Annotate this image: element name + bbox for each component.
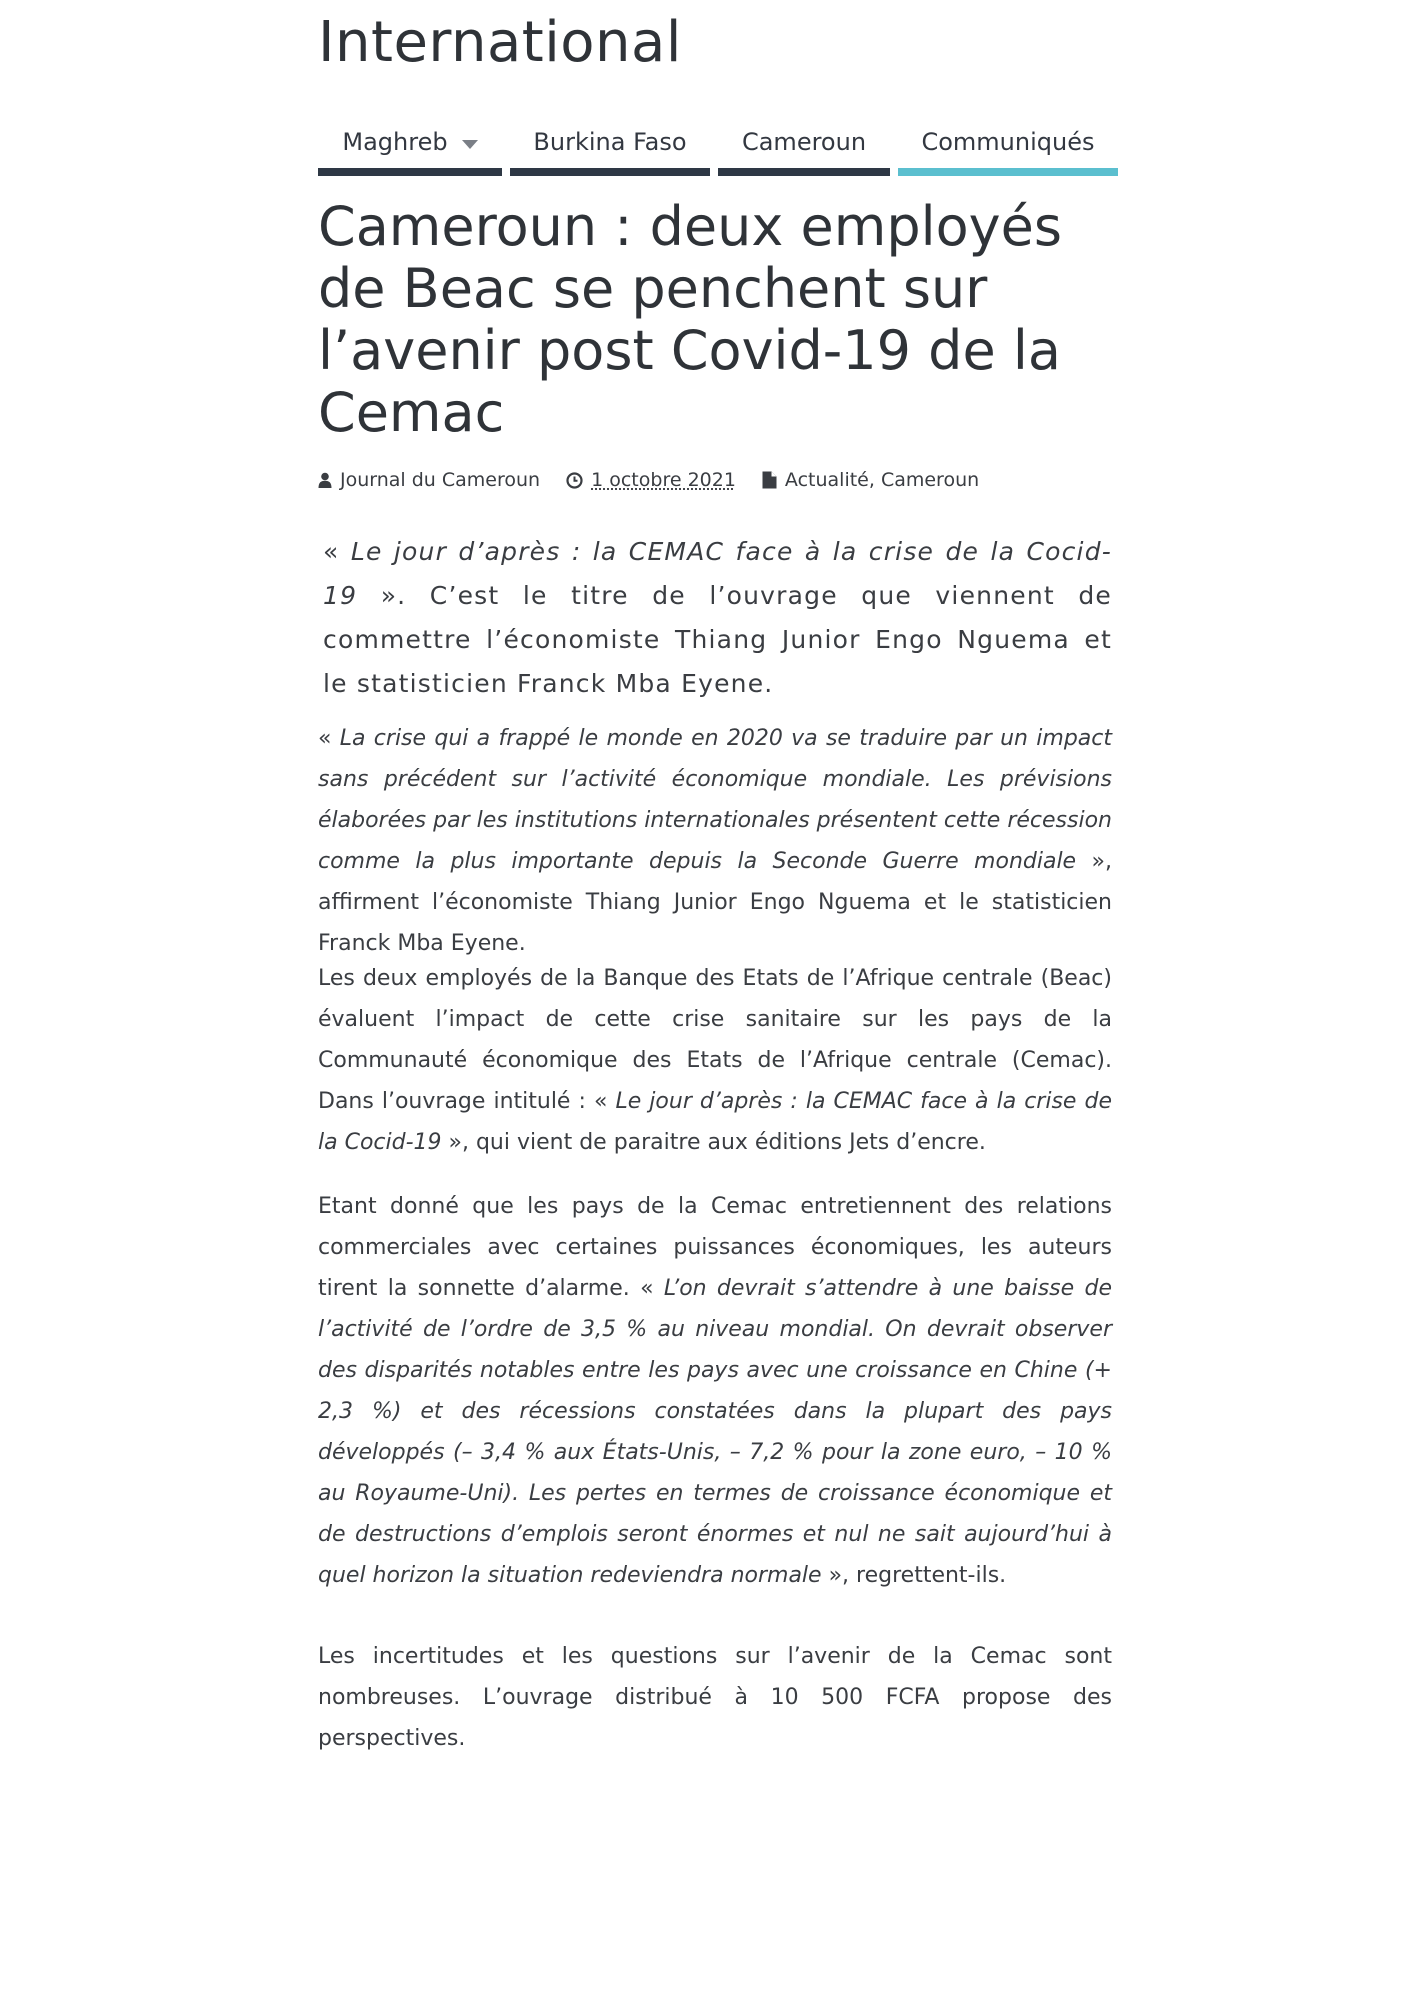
article-meta <box>318 466 979 494</box>
article-paragraph-3: Les deux employés de la Banque des Etats de l’Afrique centrale (Beac) évaluent l’impact de cette crise sanitaire sur les pays de la Communauté économique des Etats de l’Afrique centrale (Cemac). Dans l’ouvrage intitulé : « Le jour d’après : la CEMAC face à la crise de la Cocid-19 », qui vient de paraitre aux éditions Jets d’encre. <box>318 966 1113 1155</box>
menu-item-maghreb[interactable] <box>318 116 502 176</box>
menu-item-label: Communiqués <box>921 128 1095 156</box>
book-title: Le jour d’après : la CEMAC face à la crise de la Cocid-19 <box>318 1089 1113 1155</box>
quote: La crise qui a frappé le monde en 2020 va se traduire par un impact sans précédent sur l’activité économique mondiale. Les prévisions élaborées par les institutions internationales présentent cette récession comme la plus importante depuis la Seconde Guerre mondiale <box>318 726 1113 874</box>
article-paragraph-2: « La crise qui a frappé le monde en 2020 va se traduire par un impact sans précédent sur l’activité économique mondiale. Les prévisions élaborées par les institutions internationales présentent cette récession comme la plus importante depuis la Seconde Guerre mondiale », affirment l’économiste Thiang Junior Engo Nguema et le statisticien Franck Mba Eyene. <box>318 726 1113 956</box>
clock-icon <box>566 472 583 489</box>
article-paragraph-5: Les incertitudes et les questions sur l’avenir de la Cemac sont nombreuses. L’ouvrage distribué à 10 500 FCFA propose des perspectives. <box>318 1644 1112 1751</box>
author-link[interactable]: Journal du Cameroun <box>340 469 541 491</box>
file-icon <box>762 471 777 489</box>
category-links[interactable]: Actualité, Cameroun <box>784 469 980 491</box>
user-icon <box>318 472 332 488</box>
publish-date[interactable]: 1 octobre 2021 <box>591 469 736 491</box>
article-paragraph-4: Etant donné que les pays de la Cemac entretiennent des relations commerciales avec certaines puissances économiques, les auteurs tirent la sonnette d’alarme. « L’on devrait s’attendre à une baisse de l’activité de l’ordre de 3,5 % au niveau mondial. On devrait observer des disparités notables entre les pays avec une croissance en Chine (+ 2,3 %) et des récessions constatées dans la plupart des pays développés (– 3,4 % aux États-Unis, – 7,2 % pour la zone euro, – 10 % au Royaume-Uni). Les pertes en termes de croissance économique et de destructions d’emplois seront énormes et nul ne sait aujourd’hui à quel horizon la situation redeviendra normale », regrettent-ils. <box>318 1194 1112 1588</box>
menu-item-label: Burkina Faso <box>533 128 687 156</box>
menu-item-communiques[interactable] <box>898 116 1118 176</box>
article-title: Cameroun : deux employés de Beac se penchent sur l’avenir post Covid-19 de la Cemac <box>318 195 1062 444</box>
book-title: Le jour d’après : la CEMAC face à la crise de la Cocid-19 <box>323 537 1112 610</box>
section-title: International <box>318 10 682 75</box>
article-paragraph-1: « Le jour d’après : la CEMAC face à la crise de la Cocid-19 ». C’est le titre de l’ouvrage que viennent de commettre l’économiste Thiang Junior Engo Nguema et le statisticien Franck Mba Eyene. <box>323 537 1112 698</box>
quote: L’on devrait s’attendre à une baisse de l’activité de l’ordre de 3,5 % au niveau mondial. On devrait observer des disparités notables entre les pays avec une croissance en Chine (+ 2,3 %) et des récessions constatées dans la plupart des pays développés (– 3,4 % aux États-Unis, – 7,2 % pour la zone euro, – 10 % au Royaume-Uni). Les pertes en termes de croissance économique et de destructions d’emplois seront énormes et nul ne sait aujourd’hui à quel horizon la situation redeviendra normale <box>318 1276 1112 1588</box>
menu-item-burkina-faso[interactable] <box>510 116 710 176</box>
menu-item-label: Maghreb <box>342 128 448 156</box>
menu-item-cameroun[interactable] <box>718 116 890 176</box>
section-menu <box>318 116 1118 176</box>
menu-item-label: Cameroun <box>741 128 867 156</box>
caret-down-icon[interactable] <box>462 140 478 149</box>
